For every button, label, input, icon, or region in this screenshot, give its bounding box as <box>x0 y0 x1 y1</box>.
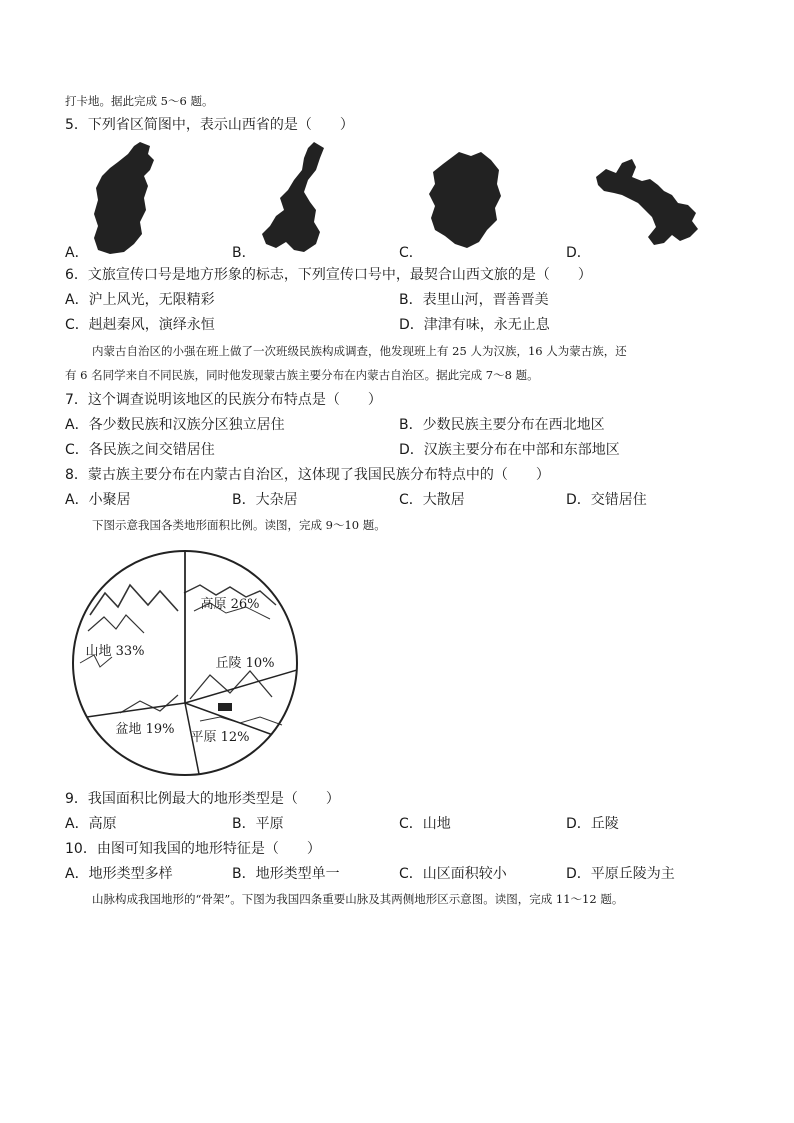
q10-option-a[interactable]: A．地形类型多样 <box>65 866 173 882</box>
q7-option-a[interactable]: A．各少数民族和汉族分区独立居住 <box>65 417 285 433</box>
pie-slice-0 <box>87 703 185 717</box>
q9-option-a[interactable]: A．高原 <box>65 816 117 832</box>
landform-pie-chart <box>60 545 310 785</box>
gansu-province-map-icon <box>592 155 702 250</box>
q8-option-b[interactable]: B．大杂居 <box>232 492 298 508</box>
q6-option-d[interactable]: D．津津有味，永无止息 <box>399 317 550 333</box>
passage-9-10: 下图示意我国各类地形面积比例。读图，完成 9～10 题。 <box>92 518 386 532</box>
q8-option-d[interactable]: D．交错居住 <box>566 492 647 508</box>
passage-7-8-line-1: 内蒙古自治区的小强在班上做了一次班级民族构成调查，他发现班上有 25 人为汉族，16 人为蒙古族，还 <box>92 344 627 358</box>
q6-option-b[interactable]: B．表里山河，晋善晋美 <box>399 292 549 308</box>
q5-option-a[interactable]: A． <box>65 245 89 261</box>
q9-option-c[interactable]: C．山地 <box>399 816 451 832</box>
question-6-stem: 6．文旅宣传口号是地方形象的标志，下列宣传口号中，最契合山西文旅的是（ ） <box>65 267 592 283</box>
question-10-stem: 10．由图可知我国的地形特征是（ ） <box>65 841 321 857</box>
q9-option-d[interactable]: D．丘陵 <box>566 816 619 832</box>
passage-7-8-line-2: 有 6 名同学来自不同民族，同时他发现蒙古族主要分布在内蒙古自治区。据此完成 7～8 题。 <box>65 368 539 382</box>
q7-option-b[interactable]: B．少数民族主要分布在西北地区 <box>399 417 605 433</box>
shaanxi-province-map-icon <box>258 140 328 258</box>
question-5-stem: 5．下列省区简图中，表示山西省的是（ ） <box>65 117 354 133</box>
pie-label-3: 平原 12% <box>190 730 250 745</box>
passage-11-12: 山脉构成我国地形的“骨架”。下图为我国四条重要山脉及其两侧地形区示意图。读图，完成 11～12 题。 <box>92 892 624 906</box>
q5-option-b[interactable]: B． <box>232 245 256 261</box>
q10-option-b[interactable]: B．地形类型单一 <box>232 866 340 882</box>
pie-label-4: 盆地 19% <box>115 722 175 737</box>
shanxi-province-map-icon <box>88 140 158 256</box>
q7-option-c[interactable]: C．各民族之间交错居住 <box>65 442 215 458</box>
q5-option-d[interactable]: D． <box>566 245 591 261</box>
pie-label-2: 丘陵 10% <box>215 656 275 671</box>
question-8-stem: 8．蒙古族主要分布在内蒙古自治区，这体现了我国民族分布特点中的（ ） <box>65 467 550 483</box>
q10-option-d[interactable]: D．平原丘陵为主 <box>566 866 675 882</box>
q9-option-b[interactable]: B．平原 <box>232 816 284 832</box>
q5-option-c[interactable]: C． <box>399 245 423 261</box>
q6-option-c[interactable]: C．赳赳秦风，演绎永恒 <box>65 317 215 333</box>
pie-slice-2 <box>185 670 297 703</box>
q10-option-c[interactable]: C．山区面积较小 <box>399 866 507 882</box>
intro-tail-text: 打卡地。据此完成 5～6 题。 <box>65 94 214 108</box>
question-9-stem: 9．我国面积比例最大的地形类型是（ ） <box>65 791 340 807</box>
question-7-stem: 7．这个调查说明该地区的民族分布特点是（ ） <box>65 392 382 408</box>
q6-option-a[interactable]: A．沪上风光，无限精彩 <box>65 292 215 308</box>
jiangxi-province-map-icon <box>425 150 505 250</box>
q7-option-d[interactable]: D．汉族主要分布在中部和东部地区 <box>399 442 620 458</box>
q8-option-a[interactable]: A．小聚居 <box>65 492 131 508</box>
pie-label-0: 山地 33% <box>85 644 145 659</box>
pie-label-1: 高原 26% <box>200 597 260 612</box>
q8-option-c[interactable]: C．大散居 <box>399 492 465 508</box>
